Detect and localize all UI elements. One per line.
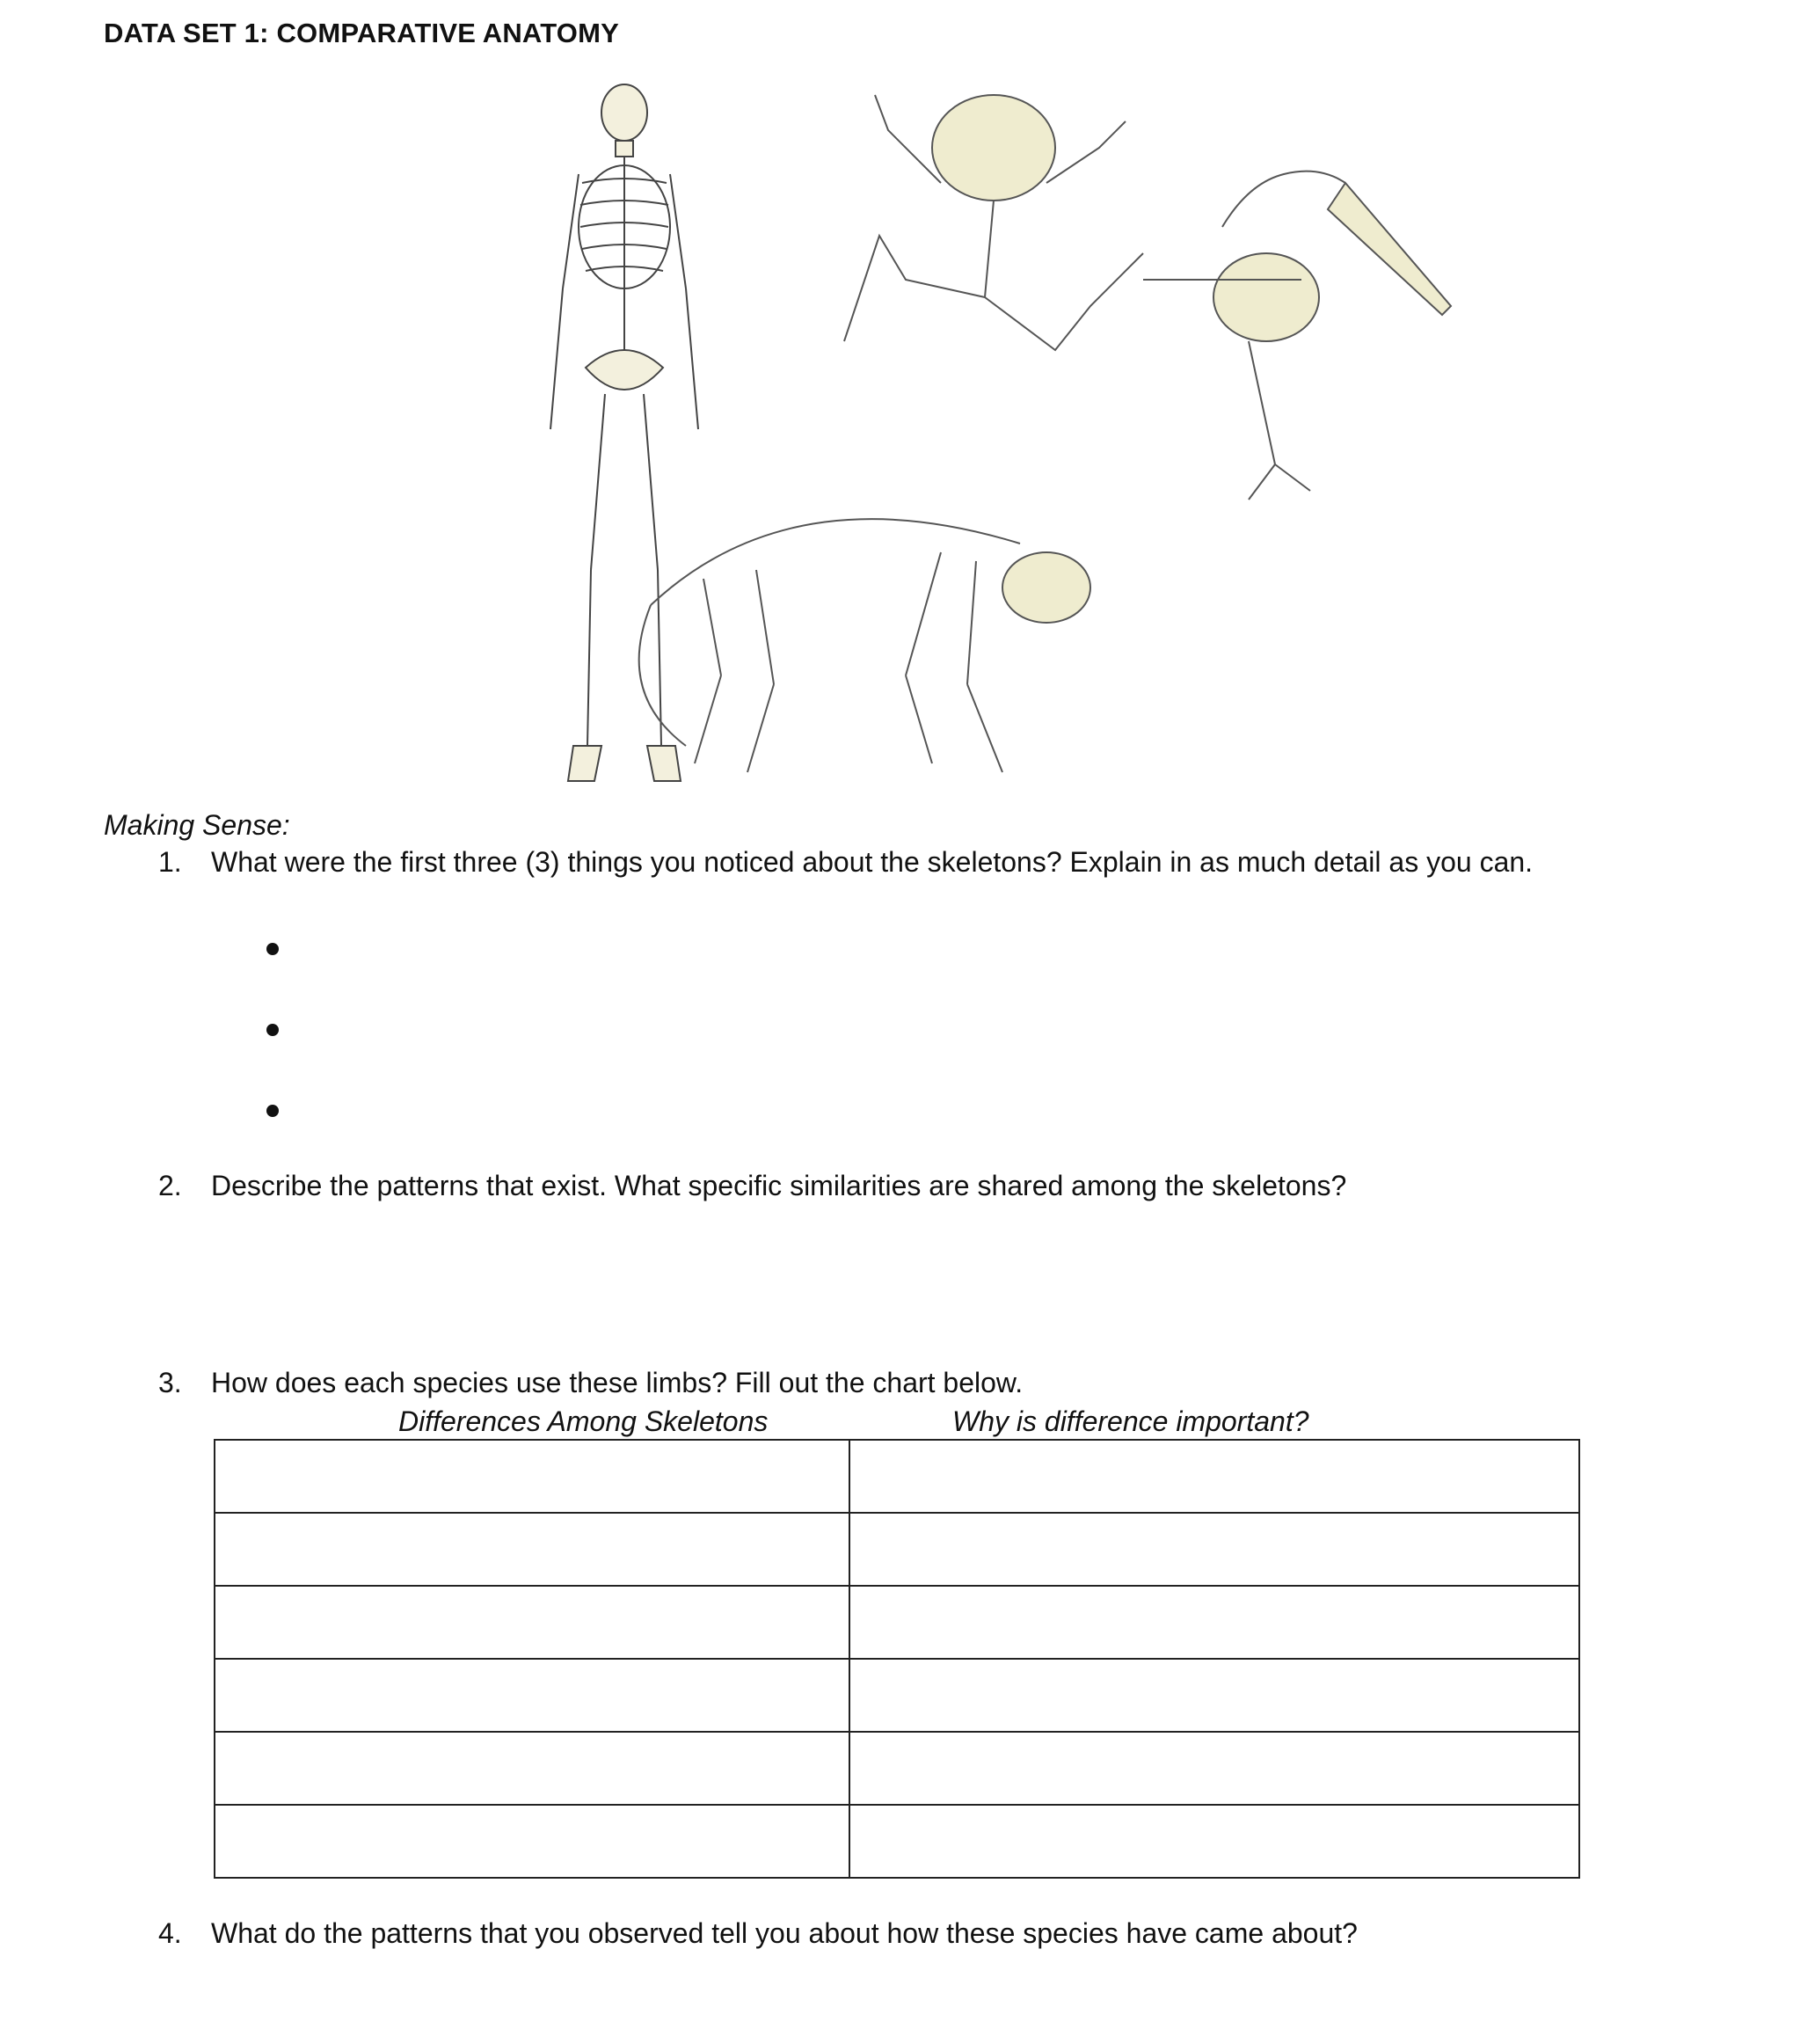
table-cell[interactable]	[849, 1732, 1579, 1805]
comparison-chart	[214, 1439, 1580, 1879]
answer-bullet	[266, 1105, 279, 1117]
skeletons-illustration	[528, 77, 1460, 790]
question-number: 4.	[158, 1917, 182, 1949]
table-cell[interactable]	[849, 1440, 1579, 1513]
table-row	[215, 1440, 1579, 1513]
table-row	[215, 1659, 1579, 1732]
table-cell[interactable]	[215, 1513, 849, 1586]
table-cell[interactable]	[215, 1440, 849, 1513]
human-skeleton	[550, 84, 698, 781]
answer-bullet	[266, 943, 279, 955]
table-cell[interactable]	[215, 1586, 849, 1659]
table-row	[215, 1805, 1579, 1878]
question-text: Describe the patterns that exist. What specific similarities are shared among the skeletons?	[211, 1170, 1347, 1201]
cat-skeleton	[639, 519, 1090, 772]
answer-bullet	[266, 1024, 279, 1036]
table-cell[interactable]	[849, 1659, 1579, 1732]
question-number: 2.	[158, 1170, 182, 1201]
table-cell[interactable]	[849, 1805, 1579, 1878]
question-text: What do the patterns that you observed tell you about how these species have came about?	[211, 1917, 1358, 1949]
table-row	[215, 1513, 1579, 1586]
chart-header-importance: Why is difference important?	[952, 1405, 1309, 1437]
question-number: 3.	[158, 1367, 182, 1398]
table-cell[interactable]	[215, 1805, 849, 1878]
table-cell[interactable]	[849, 1513, 1579, 1586]
bird-skeleton	[1143, 172, 1451, 500]
question-number: 1.	[158, 846, 182, 878]
chart-header-differences: Differences Among Skeletons	[398, 1405, 769, 1437]
section-label: Making Sense:	[104, 809, 290, 841]
frog-skeleton	[844, 95, 1143, 350]
table-cell[interactable]	[849, 1586, 1579, 1659]
table-cell[interactable]	[215, 1659, 849, 1732]
page-title: DATA SET 1: COMPARATIVE ANATOMY	[104, 18, 620, 48]
table-cell[interactable]	[215, 1732, 849, 1805]
question-text: What were the first three (3) things you noticed about the skeletons? Explain in as much detail as you can.	[211, 846, 1534, 878]
table-row	[215, 1586, 1579, 1659]
table-row	[215, 1732, 1579, 1805]
question-text: How does each species use these limbs? Fill out the chart below.	[211, 1367, 1024, 1398]
